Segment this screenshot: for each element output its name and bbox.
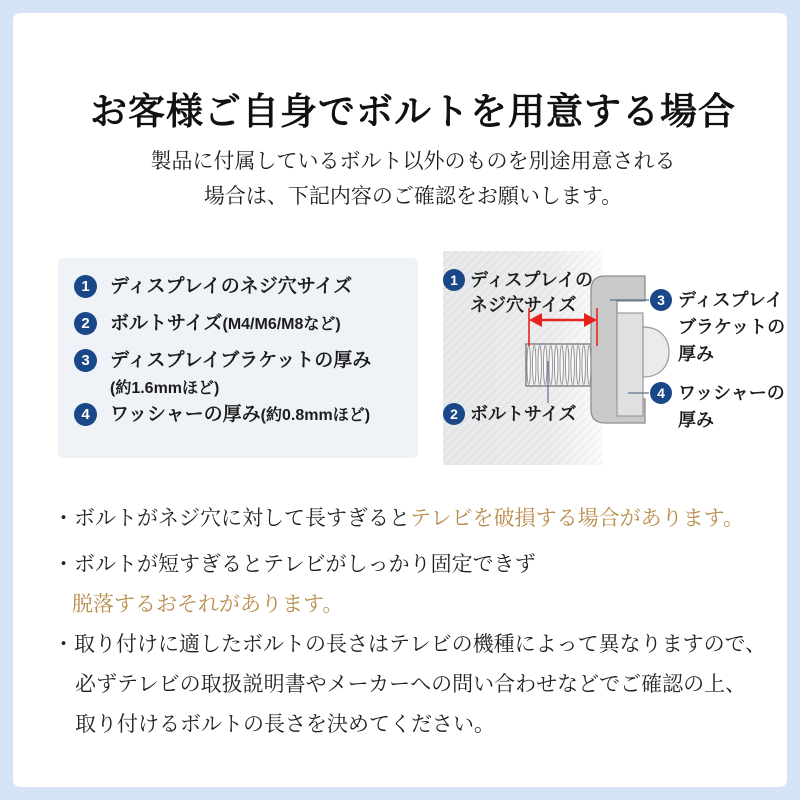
number-badge-2: 2: [74, 312, 97, 335]
note-fall-warning: 脱落するおそれがあります。: [72, 593, 344, 616]
diagram-badge-1: [443, 269, 465, 291]
label-bracket-line2: ブラケットの: [678, 317, 786, 337]
page-title: お客様ご自身でボルトを用意する場合: [90, 91, 736, 132]
diagram-num-1: 1: [450, 272, 458, 288]
diagram-badge-4: [650, 382, 672, 404]
note-length-varies-line2: 必ずテレビの取扱説明書やメーカーへの問い合わせなどでご確認の上、: [75, 673, 747, 696]
checklist-item-bracket-note: (約1.6mmほど): [110, 380, 220, 397]
label-bracket-line1: ディスプレイ: [678, 290, 783, 310]
subtitle: [13, 144, 800, 214]
checklist-item-bolt-size: [74, 312, 341, 336]
label-screw-hole-line1: ディスプレイの: [470, 270, 593, 290]
diagram-num-4: 4: [657, 385, 665, 401]
label-bracket-line3: 厚み: [678, 344, 714, 364]
checklist-item-label: [110, 403, 370, 427]
label-screw-hole-line2: ネジ穴サイズ: [470, 295, 577, 315]
label-washer-line1: ワッシャーの: [678, 383, 785, 403]
note-text-warning: テレビを破損する場合があります。: [410, 507, 744, 530]
number-badge-1: 1: [74, 275, 97, 298]
checklist-item-label: ディスプレイのネジ穴サイズ: [110, 276, 353, 297]
diagram-num-3: 3: [657, 292, 665, 308]
subtitle-line-2: 場合は、下記内容のご確認をお願いします。: [203, 185, 623, 208]
checklist-item-note: (M4/M6/M8など): [222, 316, 341, 333]
number-badge-3: 3: [74, 349, 97, 372]
subtitle-line-1: 製品に付属しているボルト以外のものを別途用意される: [150, 150, 676, 173]
checklist-item-label: ディスプレイブラケットの厚み: [110, 350, 372, 371]
label-bolt-size: ボルトサイズ: [470, 404, 577, 424]
label-washer-line2: 厚み: [678, 410, 714, 430]
note-text-black: ・ボルトがネジ穴に対して長すぎると: [53, 507, 410, 530]
bolt-head-shape: [643, 327, 669, 377]
bolt-diagram-svg: [438, 243, 788, 473]
note-bolt-too-long: [53, 505, 744, 533]
checklist-item-text: ワッシャーの厚み: [110, 404, 261, 425]
checklist-item-screw-hole: [74, 275, 352, 298]
checklist-panel: [58, 258, 418, 458]
checklist-item-washer-thickness: [74, 403, 370, 427]
checklist-item-label: [110, 312, 341, 336]
note-length-varies-line1: ・取り付けに適したボルトの長さはテレビの機種によって異なりますので、: [53, 633, 767, 656]
checklist-item-note: (約0.8mmほど): [260, 407, 371, 424]
note-bolt-too-short: ・ボルトが短すぎるとテレビがしっかり固定できず: [53, 553, 536, 576]
content-card: [13, 13, 787, 787]
washer-shape: [617, 313, 643, 416]
note-length-varies-line3: 取り付けるボルトの長さを決めてください。: [75, 713, 495, 736]
checklist-item-text: ボルトサイズ: [110, 313, 223, 334]
bolt-diagram: [438, 243, 788, 473]
number-badge-4: 4: [74, 403, 97, 426]
diagram-num-2: 2: [450, 406, 458, 422]
diagram-badge-3: [650, 289, 672, 311]
checklist-item-bracket-thickness: [74, 349, 371, 372]
diagram-badge-2: [443, 403, 465, 425]
